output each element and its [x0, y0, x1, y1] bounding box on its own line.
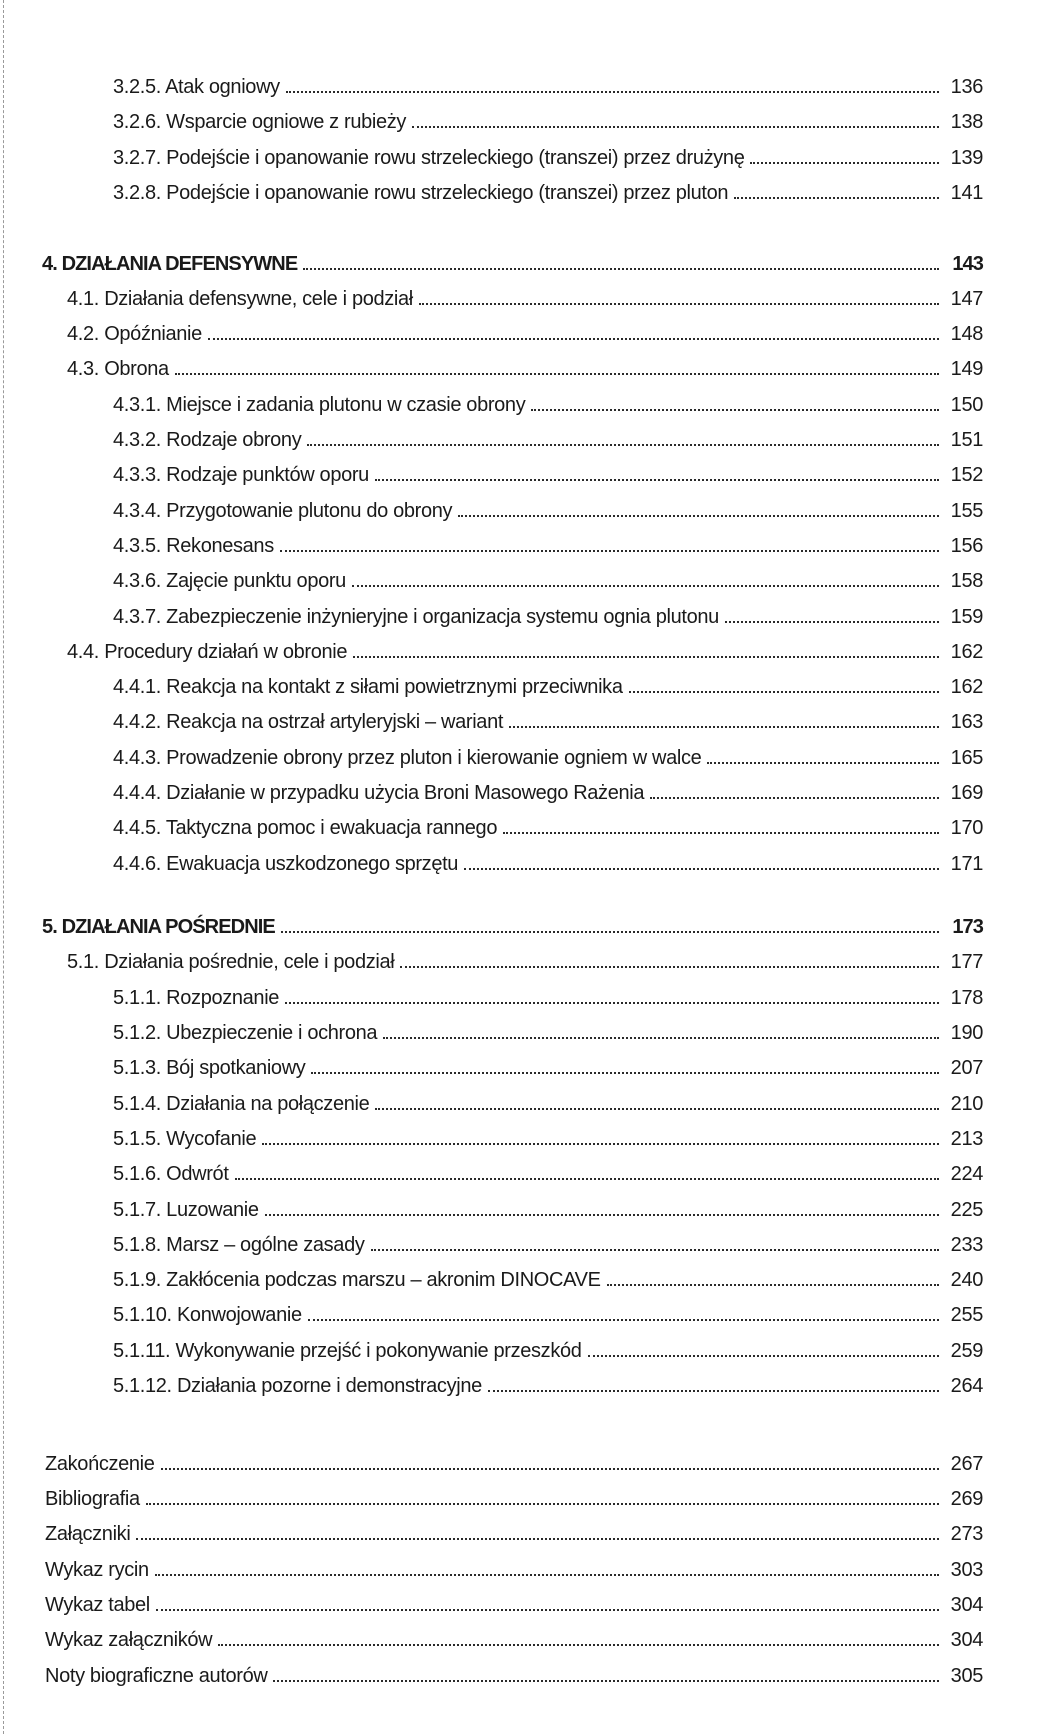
- toc-entry-label: [113, 500, 458, 522]
- toc-entry-title: Opóźnianie: [104, 323, 202, 346]
- toc-entry-number: 3.2.8.: [113, 181, 161, 204]
- toc-entry-title: Bibliografia: [45, 1488, 140, 1510]
- toc-entry-label: [45, 1629, 218, 1651]
- toc-entry[interactable]: [113, 169, 983, 204]
- toc-entry-page-number: 210: [950, 1092, 983, 1115]
- toc-entry-number: 4.2.: [67, 323, 99, 346]
- toc-entry-page-number: 273: [950, 1523, 983, 1546]
- toc-entry[interactable]: [113, 451, 983, 486]
- dot-leader: [371, 1249, 940, 1251]
- toc-entry-number: 5.1.6.: [113, 1163, 161, 1186]
- dot-leader: [725, 621, 939, 623]
- toc-entry-title: Wycofanie: [166, 1127, 257, 1150]
- toc-entry-title: Miejsce i zadania plutonu w czasie obrony: [166, 393, 526, 416]
- toc-entry[interactable]: [67, 345, 983, 380]
- toc-entry[interactable]: [113, 63, 983, 98]
- toc-entry-page-number: 165: [950, 746, 983, 769]
- toc-entry-page-number: 159: [950, 605, 983, 628]
- toc-entry[interactable]: [67, 938, 983, 973]
- toc-entry[interactable]: [113, 734, 983, 769]
- toc-entry-label: [113, 853, 464, 875]
- dot-leader: [750, 162, 939, 164]
- toc-entry-title: Atak ogniowy: [165, 76, 280, 98]
- toc-entry-number: 4.3.7.: [113, 605, 161, 628]
- toc-entry-number: 4.4.4.: [113, 782, 161, 804]
- toc-chapter-entry[interactable]: [42, 240, 983, 275]
- toc-entry-label: [67, 641, 353, 663]
- toc-entry-title: Obrona: [104, 358, 169, 381]
- dot-leader: [464, 868, 939, 870]
- toc-entry-title: Działania defensywne, cele i podział: [104, 287, 413, 310]
- toc-entry-label: [42, 253, 303, 275]
- toc-entry-page-number: 170: [950, 817, 983, 840]
- toc-entry-page-number: 143: [952, 252, 983, 275]
- toc-entry-label: [113, 1304, 308, 1326]
- toc-entry-label: [45, 1453, 161, 1475]
- dot-leader: [412, 126, 939, 128]
- toc-entry-label: [113, 711, 509, 733]
- toc-entry-number: 5.1.: [67, 951, 99, 974]
- toc-entry-title: Wykaz rycin: [45, 1558, 149, 1581]
- toc-entry-page-number: 136: [950, 76, 983, 98]
- toc-entry-label: [113, 1199, 265, 1221]
- toc-entry-title: Ewakuacja uszkodzonego sprzętu: [166, 852, 459, 875]
- toc-entry-title: Reakcja na kontakt z siłami powietrznymi przeciwnika: [166, 676, 623, 699]
- toc-entry-label: [113, 76, 286, 98]
- dot-leader: [218, 1644, 939, 1646]
- toc-entry-title: Zajęcie punktu oporu: [166, 570, 346, 593]
- toc-entry-page-number: 147: [950, 287, 983, 310]
- toc-entry-label: [67, 323, 208, 345]
- toc-entry-page-number: 150: [950, 393, 983, 416]
- toc-entry-page-number: 304: [950, 1593, 983, 1616]
- dot-leader: [383, 1037, 939, 1039]
- toc-entry-number: 4.4.2.: [113, 711, 161, 734]
- toc-entry-label: [113, 570, 352, 592]
- dot-leader: [375, 479, 939, 481]
- toc-backmatter-entry[interactable]: [45, 1475, 983, 1510]
- toc-entry-title: Zakłócenia podczas marszu – akronim DINOCAVE: [166, 1269, 601, 1292]
- toc-entry-page-number: 267: [950, 1452, 983, 1475]
- toc-entry-number: 5.1.2.: [113, 1022, 161, 1044]
- dot-leader: [285, 1002, 939, 1004]
- toc-entry-label: [113, 394, 531, 416]
- toc-entry-number: 4.3.4.: [113, 499, 161, 522]
- toc-backmatter-entry[interactable]: [45, 1440, 983, 1475]
- toc-backmatter-entry[interactable]: [45, 1652, 983, 1687]
- dot-leader: [286, 91, 939, 93]
- toc-entry[interactable]: [113, 381, 983, 416]
- toc-backmatter-entry[interactable]: [45, 1616, 983, 1651]
- dot-leader: [281, 931, 939, 933]
- toc-entry[interactable]: [113, 769, 983, 804]
- dot-leader: [308, 1319, 939, 1321]
- toc-entry-title: Rekonesans: [166, 534, 274, 557]
- page-edge-line: [3, 0, 4, 1734]
- dot-leader: [265, 1214, 939, 1216]
- toc-entry[interactable]: [113, 522, 983, 557]
- toc-entry-title: Wykaz tabel: [45, 1593, 150, 1616]
- toc-entry-label: [113, 182, 734, 204]
- dot-leader: [307, 444, 939, 446]
- toc-entry-label: [113, 1163, 235, 1185]
- toc-entry-label: [113, 1375, 488, 1397]
- toc-entry-number: 3.2.7.: [113, 146, 161, 169]
- toc-entry[interactable]: [113, 1291, 983, 1326]
- toc-entry-number: 5.1.9.: [113, 1269, 161, 1292]
- dot-leader: [707, 762, 939, 764]
- toc-entry-page-number: 190: [950, 1022, 983, 1044]
- dot-leader: [588, 1355, 939, 1357]
- toc-entry-label: [113, 1093, 375, 1115]
- toc-entry-page-number: 158: [950, 570, 983, 593]
- toc-entry[interactable]: [113, 1362, 983, 1397]
- toc-entry-title: Procedury działań w obronie: [104, 640, 348, 663]
- dot-leader: [155, 1574, 939, 1576]
- toc-entry-title: Działania na połączenie: [166, 1092, 370, 1115]
- toc-entry-label: [45, 1665, 273, 1687]
- dot-leader: [509, 726, 939, 728]
- toc-entry-label: [67, 358, 175, 380]
- dot-leader: [156, 1609, 939, 1611]
- dot-leader: [146, 1503, 939, 1505]
- toc-entry[interactable]: [113, 698, 983, 733]
- toc-entry-label: [113, 1128, 262, 1150]
- toc-entry-page-number: 303: [950, 1558, 983, 1581]
- dot-leader: [303, 268, 939, 270]
- toc-entry-number: 4.1.: [67, 287, 99, 310]
- toc-entry-number: 4.4.5.: [113, 817, 161, 840]
- toc-entry-page-number: 269: [950, 1488, 983, 1510]
- toc-entry-label: [45, 1594, 156, 1616]
- toc-entry-label: [45, 1523, 136, 1545]
- toc-entry-label: [113, 147, 750, 169]
- toc-entry-number: 4.4.: [67, 640, 99, 663]
- dot-leader: [400, 966, 939, 968]
- dot-leader: [375, 1108, 939, 1110]
- toc-entry-title: Marsz – ogólne zasady: [166, 1233, 365, 1256]
- toc-entry-page-number: 173: [952, 916, 983, 939]
- toc-entry[interactable]: [113, 557, 983, 592]
- toc-entry-page-number: 305: [950, 1664, 983, 1687]
- toc-entry[interactable]: [113, 1009, 983, 1044]
- toc-entry-number: 4.3.1.: [113, 393, 161, 416]
- toc-entry-page-number: 177: [950, 951, 983, 974]
- toc-entry-number: 4.4.1.: [113, 676, 161, 699]
- toc-backmatter-entry[interactable]: [45, 1581, 983, 1616]
- toc-entry-title: Działania pośrednie, cele i podział: [104, 951, 395, 974]
- toc-entry-title: Reakcja na ostrzał artyleryjski – wariant: [166, 711, 504, 734]
- toc-entry-number: 4.3.2.: [113, 429, 161, 451]
- toc-entry-title: Załączniki: [45, 1523, 131, 1546]
- toc-backmatter-entry[interactable]: [45, 1546, 983, 1581]
- toc-entry-number: 3.2.5.: [113, 76, 161, 98]
- toc-entry[interactable]: [113, 1256, 983, 1291]
- toc-entry-label: [113, 429, 307, 451]
- toc-entry-number: 5.1.1.: [113, 986, 161, 1009]
- toc-entry-title: Taktyczna pomoc i ewakuacja rannego: [165, 817, 498, 840]
- toc-entry-number: 4.3.5.: [113, 534, 161, 557]
- toc-entry[interactable]: [113, 1186, 983, 1221]
- dot-leader: [607, 1284, 939, 1286]
- toc-entry-page-number: 224: [950, 1163, 983, 1186]
- toc-entry[interactable]: [113, 1221, 983, 1256]
- toc-entry-title: Działanie w przypadku użycia Broni Masowego Rażenia: [166, 782, 645, 804]
- toc-entry-number: 5.1.7.: [113, 1198, 161, 1221]
- dot-leader: [311, 1072, 939, 1074]
- toc-entry-label: [113, 782, 650, 804]
- toc-entry-page-number: 259: [950, 1339, 983, 1362]
- toc-entry-title: DZIAŁANIA DEFENSYWNE: [61, 252, 298, 275]
- dot-leader: [503, 832, 939, 834]
- toc-entry-label: [113, 1234, 371, 1256]
- toc-entry-label: [113, 606, 725, 628]
- toc-entry-title: Bój spotkaniowy: [166, 1057, 306, 1080]
- toc-entry-number: 5.1.10.: [113, 1304, 172, 1327]
- toc-entry-number: 5.1.4.: [113, 1092, 161, 1115]
- dot-leader: [352, 585, 939, 587]
- toc-entry-number: 3.2.6.: [113, 111, 161, 134]
- toc-entry-number: 5.1.12.: [113, 1375, 172, 1397]
- toc-entry-label: [113, 987, 285, 1009]
- toc-entry[interactable]: [67, 275, 983, 310]
- toc-entry[interactable]: [113, 487, 983, 522]
- toc-entry-number: 4.3.: [67, 358, 99, 381]
- dot-leader: [175, 373, 939, 375]
- toc-entry[interactable]: [113, 1115, 983, 1150]
- toc-entry-label: [67, 951, 400, 973]
- toc-entry-title: Luzowanie: [166, 1198, 259, 1221]
- toc-entry-label: [113, 464, 375, 486]
- toc-entry-label: [113, 676, 629, 698]
- toc-entry-page-number: 225: [950, 1198, 983, 1221]
- toc-backmatter-entry[interactable]: [45, 1510, 983, 1545]
- toc-entry-page-number: 240: [950, 1269, 983, 1292]
- toc-entry-label: [113, 1269, 607, 1291]
- dot-leader: [136, 1538, 939, 1540]
- toc-entry-label: [113, 1022, 383, 1044]
- toc-entry-page-number: 149: [950, 358, 983, 381]
- toc-entry[interactable]: [67, 310, 983, 345]
- toc-entry[interactable]: [113, 1327, 983, 1362]
- toc-entry[interactable]: [113, 593, 983, 628]
- toc-entry-number: 4.4.6.: [113, 852, 161, 875]
- toc-entry[interactable]: [113, 840, 983, 875]
- dot-leader: [419, 303, 939, 305]
- toc-entry[interactable]: [113, 134, 983, 169]
- toc-entry-page-number: 155: [950, 499, 983, 522]
- toc-entry-number: 5.1.5.: [113, 1127, 161, 1150]
- toc-entry-page-number: 233: [950, 1233, 983, 1256]
- toc-entry-number: 5.1.3.: [113, 1057, 161, 1080]
- toc-entry-title: Podejście i opanowanie rowu strzeleckiego (transzei) przez pluton: [166, 181, 729, 204]
- toc-entry[interactable]: [113, 416, 983, 451]
- toc-entry-title: Rodzaje obrony: [166, 429, 302, 451]
- toc-entry-label: [113, 1057, 311, 1079]
- toc-entry[interactable]: [113, 974, 983, 1009]
- toc-entry-page-number: 178: [950, 986, 983, 1009]
- toc-entry[interactable]: [113, 1150, 983, 1185]
- toc-entry[interactable]: [113, 663, 983, 698]
- toc-entry-label: [113, 1340, 588, 1362]
- toc-entry-title: Prowadzenie obrony przez pluton i kierowanie ogniem w walce: [166, 746, 702, 769]
- toc-entry-page-number: 171: [950, 852, 983, 875]
- toc-entry-page-number: 162: [950, 676, 983, 699]
- dot-leader: [353, 656, 939, 658]
- toc-entry-title: Zakończenie: [45, 1452, 155, 1475]
- toc-entry[interactable]: [113, 98, 983, 133]
- toc-entry-title: Noty biograficzne autorów: [45, 1664, 268, 1687]
- toc-entry[interactable]: [113, 804, 983, 839]
- toc-entry-number: 5.1.8.: [113, 1233, 161, 1256]
- toc-entry-number: 4.: [42, 252, 57, 275]
- dot-leader: [273, 1680, 939, 1682]
- toc-entry-page-number: 169: [950, 782, 983, 804]
- toc-entry-page-number: 264: [950, 1375, 983, 1397]
- toc-entry[interactable]: [113, 1080, 983, 1115]
- toc-entry-label: [67, 288, 419, 310]
- toc-entry-label: [45, 1488, 146, 1510]
- toc-entry-label: [113, 747, 707, 769]
- toc-entry-page-number: 163: [950, 711, 983, 734]
- toc-entry-label: [42, 916, 281, 938]
- toc-chapter-entry[interactable]: [42, 903, 983, 938]
- toc-entry-title: Ubezpieczenie i ochrona: [166, 1022, 378, 1044]
- dot-leader: [280, 550, 939, 552]
- toc-entry-page-number: 304: [950, 1629, 983, 1652]
- toc-entry-title: Odwrót: [166, 1163, 229, 1186]
- toc-entry-page-number: 148: [950, 323, 983, 346]
- toc-entry-title: Zabezpieczenie inżynieryjne i organizacja systemu ognia plutonu: [166, 605, 719, 628]
- toc-entry-number: 5.: [42, 916, 57, 939]
- toc-entry-number: 4.3.6.: [113, 570, 161, 593]
- toc-entry-label: [113, 535, 280, 557]
- toc-entry-page-number: 151: [950, 429, 983, 451]
- dot-leader: [458, 515, 939, 517]
- toc-entry-title: Wsparcie ogniowe z rubieży: [166, 111, 407, 134]
- toc-entry-page-number: 152: [950, 464, 983, 487]
- dot-leader: [235, 1178, 939, 1180]
- dot-leader: [208, 338, 939, 340]
- toc-entry-title: Wykonywanie przejść i pokonywanie przeszkód: [175, 1339, 582, 1362]
- toc-entry-title: Przygotowanie plutonu do obrony: [166, 499, 453, 522]
- toc-entry-label: [113, 817, 503, 839]
- toc-entry-title: DZIAŁANIA POŚREDNIE: [61, 916, 275, 939]
- toc-entry-number: 5.1.11.: [113, 1339, 171, 1362]
- toc-entry-page-number: 138: [950, 111, 983, 134]
- dot-leader: [161, 1468, 939, 1470]
- dot-leader: [734, 197, 939, 199]
- toc-entry-label: [45, 1559, 155, 1581]
- toc-entry-title: Działania pozorne i demonstracyjne: [176, 1375, 482, 1397]
- dot-leader: [488, 1390, 939, 1392]
- toc-entry-page-number: 162: [950, 640, 983, 663]
- toc-entry-page-number: 207: [950, 1057, 983, 1080]
- toc-entry-title: Podejście i opanowanie rowu strzeleckiego (transzei) przez drużynę: [166, 146, 745, 169]
- toc-entry-number: 4.4.3.: [113, 746, 161, 769]
- dot-leader: [531, 409, 939, 411]
- dot-leader: [262, 1143, 939, 1145]
- toc-entry-page-number: 213: [950, 1127, 983, 1150]
- toc-entry-number: 4.3.3.: [113, 464, 161, 487]
- toc-entry-title: Konwojowanie: [176, 1304, 302, 1327]
- dot-leader: [629, 691, 939, 693]
- toc-entry-page-number: 156: [950, 534, 983, 557]
- toc-entry[interactable]: [67, 628, 983, 663]
- dot-leader: [650, 797, 939, 799]
- toc-entry-page-number: 141: [950, 181, 983, 204]
- toc-entry-title: Rozpoznanie: [166, 986, 280, 1009]
- toc-entry-page-number: 139: [950, 146, 983, 169]
- toc-entry[interactable]: [113, 1044, 983, 1079]
- toc-entry-label: [113, 111, 412, 133]
- toc-entry-page-number: 255: [950, 1304, 983, 1327]
- toc-entry-title: Wykaz załączników: [45, 1629, 213, 1652]
- toc-entry-title: Rodzaje punktów oporu: [166, 464, 369, 487]
